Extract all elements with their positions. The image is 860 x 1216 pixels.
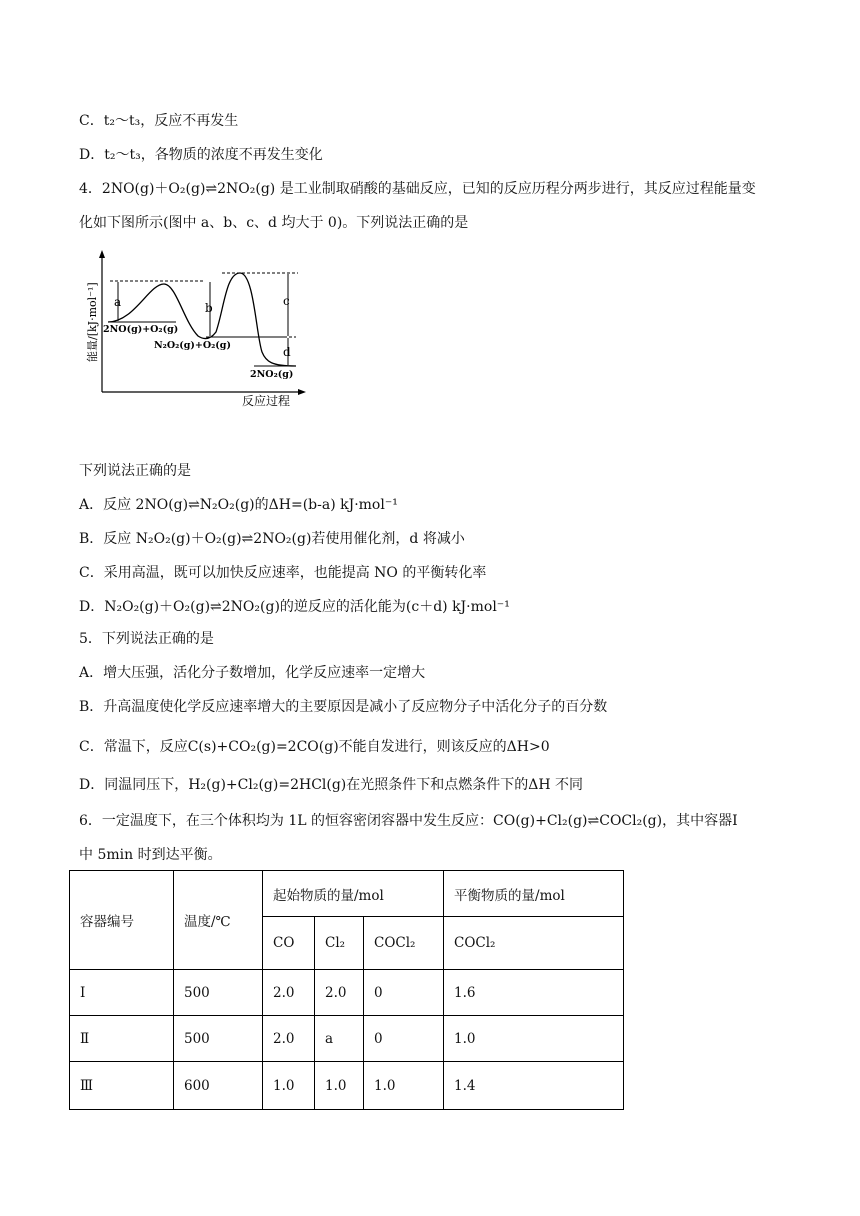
y-axis-label: 能量/[kJ·mol⁻¹] [86,282,99,362]
subheader-cl2: Cl₂ [315,917,364,970]
q4-option-c: C．采用高温，既可以加快反应速率，也能提高 NO 的平衡转化率 [79,565,487,581]
table-cell: 1.0 [263,1062,315,1110]
q4-option-a: A．反应 2NO(g)⇌N₂O₂(g)的ΔH=(b-a) kJ·mol⁻¹ [79,497,398,513]
table-row [70,1062,624,1110]
species-2no-o2: 2NO(g)+O₂(g) [103,324,179,335]
label-b: b [205,301,213,315]
q5-option-d: D．同温同压下，H₂(g)+Cl₂(g)=2HCl(g)在光照条件下和点燃条件下的ΔH 不同 [79,777,584,793]
subheader-cocl2-equilibrium: COCl₂ [444,917,624,970]
q5-stem: 5．下列说法正确的是 [79,631,214,647]
q4-stem-line2: 化如下图所示(图中 a、b、c、d 均大于 0)。下列说法正确的是 [79,215,469,231]
species-n2o2-o2: N₂O₂(g)+O₂(g) [154,340,231,351]
table-cell: 0 [364,1016,444,1062]
label-d: d [283,345,291,359]
x-axis-label: 反应过程 [242,394,291,408]
subheader-cocl2-initial: COCl₂ [364,917,444,970]
header-container-no: 容器编号 [70,871,174,970]
table-cell: 500 [174,970,263,1016]
table-cell: 1.0 [364,1062,444,1110]
q6-stem-line1: 6．一定温度下，在三个体积均为 1L 的恒容密闭容器中发生反应：CO(g)+Cl₂(g)⇌COCl₂(g)，其中容器Ⅰ [79,813,738,829]
table-cell: 2.0 [315,970,364,1016]
q5-option-a: A．增大压强，活化分子数增加，化学反应速率一定增大 [79,665,426,681]
q5-option-b: B．升高温度使化学反应速率增大的主要原因是减小了反应物分子中活化分子的百分数 [79,699,608,715]
q3-option-d: D．t₂～t₃，各物质的浓度不再发生变化 [79,147,323,163]
table-row [70,1016,624,1062]
table-cell: Ⅲ [70,1062,174,1110]
header-temperature: 温度/℃ [174,871,263,970]
equilibrium-table [69,870,624,1110]
table-cell: a [315,1016,364,1062]
table-cell: 1.0 [315,1062,364,1110]
table-cell: 600 [174,1062,263,1110]
species-2no2: 2NO₂(g) [250,369,294,380]
q4-prompt: 下列说法正确的是 [79,463,191,479]
table-row [70,970,624,1016]
q4-stem-line1: 4．2NO(g)＋O₂(g)⇌2NO₂(g) 是工业制取硝酸的基础反应，已知的反应历程分两步进行，其反应过程能量变 [79,181,756,197]
q5-option-c: C．常温下，反应C(s)+CO₂(g)=2CO(g)不能自发进行，则该反应的ΔH>0 [79,739,550,755]
q4-option-b: B．反应 N₂O₂(g)＋O₂(g)⇌2NO₂(g)若使用催化剂，d 将减小 [79,531,465,547]
table-cell: 2.0 [263,970,315,1016]
table-header-row [70,871,624,917]
label-a: a [114,295,122,309]
table-cell: 500 [174,1016,263,1062]
label-c: c [283,294,290,308]
table-cell: Ⅱ [70,1016,174,1062]
table-cell: 1.0 [444,1016,624,1062]
q3-option-c: C．t₂～t₃，反应不再发生 [79,113,239,129]
energy-profile-diagram [84,244,316,410]
table-cell: 2.0 [263,1016,315,1062]
subheader-co: CO [263,917,315,970]
table-cell: 1.4 [444,1062,624,1110]
header-equilibrium-amount: 平衡物质的量/mol [444,871,624,917]
q4-option-d: D．N₂O₂(g)＋O₂(g)⇌2NO₂(g)的逆反应的活化能为(c＋d) kJ·mol⁻¹ [79,599,510,615]
header-initial-amount: 起始物质的量/mol [263,871,444,917]
table-cell: 0 [364,970,444,1016]
q6-stem-line2: 中 5min 时到达平衡。 [79,847,222,863]
table-cell: Ⅰ [70,970,174,1016]
table-cell: 1.6 [444,970,624,1016]
